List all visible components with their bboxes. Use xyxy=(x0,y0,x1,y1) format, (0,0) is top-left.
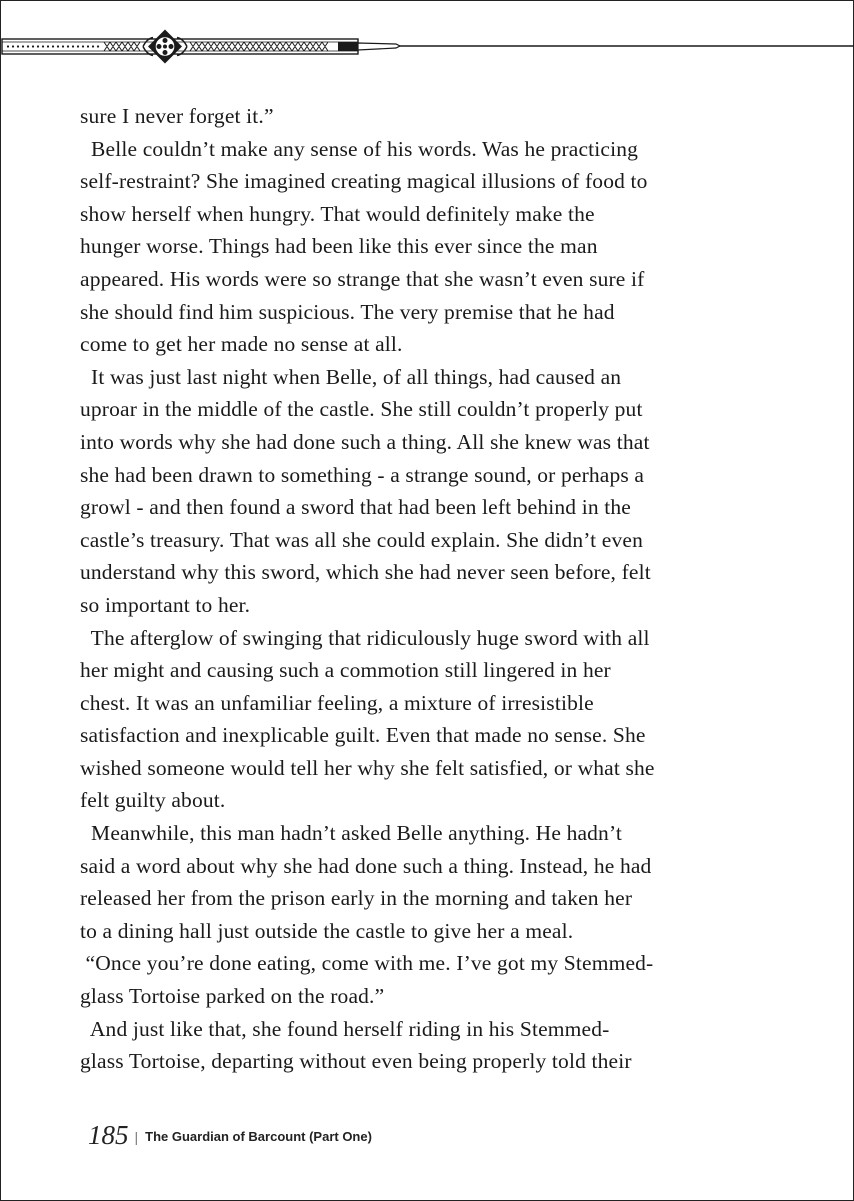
text-line: show herself when hungry. That would definitely make the xyxy=(80,201,595,226)
footer-separator: | xyxy=(134,1129,139,1145)
text-line: castle’s treasury. That was all she could explain. She didn’t even xyxy=(80,527,643,552)
text-line: wished someone would tell her why she felt satisfied, or what she xyxy=(80,755,655,780)
text-line: hunger worse. Things had been like this ever since the man xyxy=(80,234,598,259)
text-line: Meanwhile, this man hadn’t asked Belle anything. He hadn’t xyxy=(80,821,623,846)
text-line: into words why she had done such a thing. All she knew was that xyxy=(80,429,650,454)
text-line: chest. It was an unfamiliar feeling, a mixture of irresistible xyxy=(80,690,594,715)
text-line: growl - and then found a sword that had been left behind in the xyxy=(80,495,631,520)
text-line: come to get her made no sense at all. xyxy=(80,332,403,357)
text-line: felt guilty about. xyxy=(80,788,226,813)
text-line: sure I never forget it.” xyxy=(80,104,274,128)
text-line: to a dining hall just outside the castle to give her a meal. xyxy=(80,918,574,943)
page-number: 185 xyxy=(88,1120,129,1150)
text-line: It was just last night when Belle, of all things, had caused an xyxy=(80,364,622,389)
page-footer xyxy=(88,1120,372,1156)
text-line: glass Tortoise parked on the road.” xyxy=(80,984,385,1009)
text-line: glass Tortoise, departing without even being properly told their xyxy=(80,1049,632,1074)
text-line: said a word about why she had done such a thing. Instead, he had xyxy=(80,853,652,878)
header-ornament xyxy=(0,28,854,68)
text-line: Belle couldn’t make any sense of his words. Was he practicing xyxy=(80,136,639,161)
text-line: released her from the prison early in the morning and taken her xyxy=(80,886,633,911)
book-title: The Guardian of Barcount (Part One) xyxy=(145,1129,372,1144)
text-line: appeared. His words were so strange that she wasn’t even sure if xyxy=(80,266,645,291)
text-line: understand why this sword, which she had never seen before, felt xyxy=(80,560,651,585)
text-line: she should find him suspicious. The very premise that he had xyxy=(80,299,615,324)
text-line: The afterglow of swinging that ridiculously huge sword with all xyxy=(80,625,650,650)
text-line: her might and causing such a commotion still lingered in her xyxy=(80,658,611,683)
text-line: And just like that, she found herself riding in his Stemmed- xyxy=(80,1016,610,1041)
text-line: “Once you’re done eating, come with me. I’ve got my Stemmed- xyxy=(80,951,654,976)
text-line: self-restraint? She imagined creating magical illusions of food to xyxy=(80,169,648,194)
body-text xyxy=(80,100,760,1078)
text-line: she had been drawn to something - a strange sound, or perhaps a xyxy=(80,462,645,487)
text-line: uproar in the middle of the castle. She still couldn’t properly put xyxy=(80,397,643,422)
text-line: satisfaction and inexplicable guilt. Even that made no sense. She xyxy=(80,723,646,748)
text-line: so important to her. xyxy=(80,592,251,617)
